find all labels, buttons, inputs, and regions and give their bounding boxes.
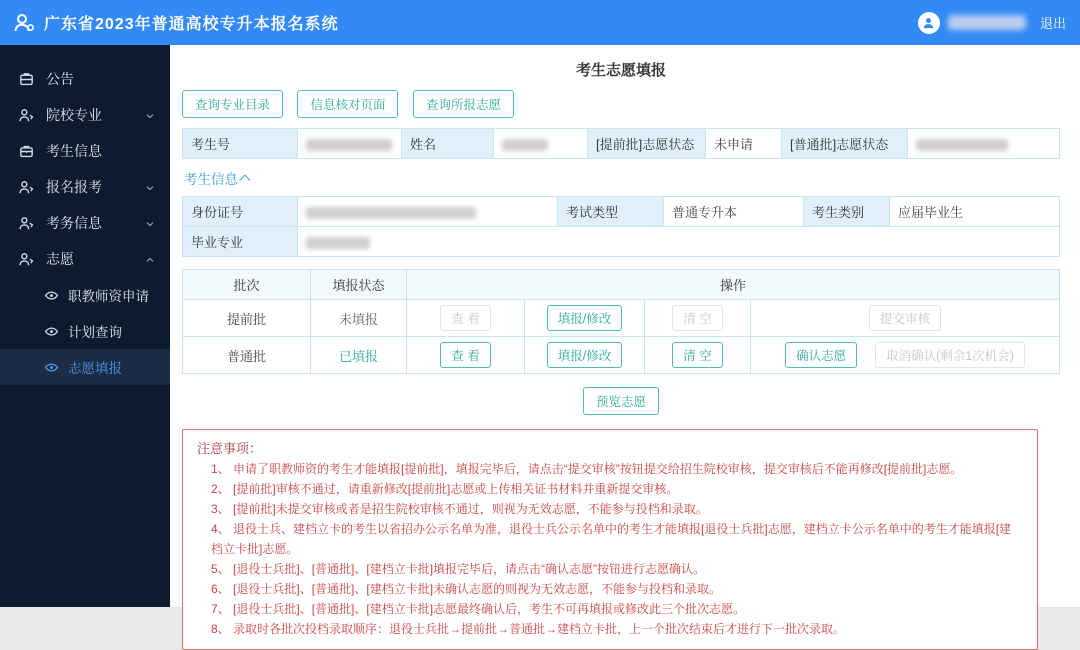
chevron-up-icon <box>144 253 156 265</box>
user-name-redacted <box>948 15 1026 30</box>
user-edit-icon <box>18 179 35 196</box>
batch-operations-table <box>182 269 1060 374</box>
table-row-advance-batch <box>183 300 1060 337</box>
clear-button-advance[interactable]: 清 空 <box>672 305 722 331</box>
view-button-advance[interactable]: 查 看 <box>440 305 490 331</box>
chevron-down-icon <box>144 109 156 121</box>
sidebar-item-label: 院校专业 <box>46 107 102 123</box>
view-button-general[interactable]: 查 看 <box>440 342 490 368</box>
candidate-category-label: 考生类别 <box>804 197 890 227</box>
query-major-catalog-button[interactable]: 查询专业目录 <box>182 90 283 118</box>
notice-item: [提前批]未提交审核或者是招生院校审核不通过，则视为无效志愿，不能参与投档和录取。 <box>233 502 708 516</box>
sidebar-item-wishes[interactable] <box>0 241 170 277</box>
notice-item: [提前批]审核不通过，请重新修改[提前批]志愿或上传相关证书材料并重新提交审核。 <box>233 482 679 496</box>
eye-icon <box>44 324 59 339</box>
main-content <box>170 45 1080 636</box>
graduate-major-value <box>298 227 1060 257</box>
top-bar <box>0 0 1080 45</box>
app-logo-icon <box>12 11 36 35</box>
fill-modify-button-general[interactable]: 填报/修改 <box>547 342 622 368</box>
status-column-header: 填报状态 <box>311 270 407 300</box>
sidebar-item-schools-majors[interactable] <box>0 97 170 133</box>
candidate-info-collapse-link[interactable] <box>184 168 251 188</box>
caret-up-icon <box>239 174 250 185</box>
id-number-label: 身份证号 <box>183 197 298 227</box>
advance-batch-status-value: 未申请 <box>706 129 782 159</box>
toolbar <box>182 90 1060 118</box>
sidebar-subitem-label: 计划查询 <box>68 325 122 340</box>
sidebar-item-announcements[interactable] <box>0 61 170 97</box>
candidate-summary-table <box>182 128 1060 159</box>
sidebar-item-label: 公告 <box>46 71 74 87</box>
sidebar-item-candidate-info[interactable] <box>0 133 170 169</box>
app-title: 广东省2023年普通高校专升本报名系统 <box>44 16 339 33</box>
confirm-wishes-button[interactable]: 确认志愿 <box>785 342 857 368</box>
user-avatar[interactable] <box>918 12 940 34</box>
info-check-page-button[interactable]: 信息核对页面 <box>297 90 398 118</box>
sidebar-item-label: 报名报考 <box>46 179 102 195</box>
notice-item: [退役士兵批]、[普通批]、[建档立卡批]填报完毕后，请点击“确认志愿”按钮进行志愿确认。 <box>233 562 706 576</box>
notice-title: 注意事项： <box>197 441 263 456</box>
candidate-no-value <box>298 129 402 159</box>
batch-name: 提前批 <box>183 300 311 337</box>
notice-item: [退役士兵批]、[普通批]、[建档立卡批]未确认志愿的则视为无效志愿，不能参与投档和录取。 <box>233 582 722 596</box>
sidebar-subitem-label: 志愿填报 <box>68 361 122 376</box>
status-badge: 未填报 <box>311 300 407 337</box>
candidate-info-section-label: 考生信息 <box>184 172 238 187</box>
user-edit-icon <box>18 107 35 124</box>
user-edit-icon <box>18 215 35 232</box>
notice-box <box>182 429 1038 650</box>
logout-button[interactable]: 退出 <box>1039 16 1066 31</box>
general-batch-status-label: [普通批]志愿状态 <box>782 129 908 159</box>
general-batch-status-value <box>908 129 1060 159</box>
batch-name: 普通批 <box>183 337 311 374</box>
eye-icon <box>44 360 59 375</box>
batch-column-header: 批次 <box>183 270 311 300</box>
table-row-general-batch <box>183 337 1060 374</box>
advance-batch-status-label: [提前批]志愿状态 <box>588 129 706 159</box>
user-edit-icon <box>18 251 35 268</box>
exam-type-label: 考试类型 <box>558 197 664 227</box>
candidate-no-label: 考生号 <box>183 129 298 159</box>
sidebar-item-registration[interactable] <box>0 169 170 205</box>
name-label: 姓名 <box>402 129 494 159</box>
chevron-down-icon <box>144 181 156 193</box>
sidebar-item-label: 考生信息 <box>46 143 102 159</box>
id-number-value <box>298 197 558 227</box>
query-submitted-wishes-button[interactable]: 查询所报志愿 <box>413 90 514 118</box>
notice-item: [退役士兵批]、[普通批]、[建档立卡批]志愿最终确认后，考生不可再填报或修改此三个批次志愿。 <box>233 602 746 616</box>
chevron-down-icon <box>144 217 156 229</box>
sidebar-item-label: 考务信息 <box>46 215 102 231</box>
notice-item: 录取时各批次投档录取顺序：退役士兵批→提前批→普通批→建档立卡批，上一个批次结束后才进行下一批次录取。 <box>233 622 846 636</box>
submit-review-button-advance[interactable]: 提交审核 <box>869 305 941 331</box>
sidebar-subitem-vocational-teacher-apply[interactable] <box>0 277 170 313</box>
eye-icon <box>44 288 59 303</box>
candidate-category-value: 应届毕业生 <box>890 197 1060 227</box>
cancel-confirm-button[interactable]: 取消确认(剩余1次机会) <box>875 342 1025 368</box>
sidebar-subitem-label: 职教师资申请 <box>68 289 149 304</box>
sidebar-subitem-wish-filling[interactable] <box>0 349 170 385</box>
candidate-info-table <box>182 196 1060 257</box>
briefcase-icon <box>18 143 35 160</box>
sidebar-subitem-plan-query[interactable] <box>0 313 170 349</box>
fill-modify-button-advance[interactable]: 填报/修改 <box>547 305 622 331</box>
clear-button-general[interactable]: 清 空 <box>672 342 722 368</box>
name-value <box>494 129 588 159</box>
sidebar-nav <box>0 45 170 607</box>
sidebar-item-exam-info[interactable] <box>0 205 170 241</box>
page-title: 考生志愿填报 <box>575 62 666 79</box>
notice-list <box>211 459 1023 639</box>
exam-type-value: 普通专升本 <box>664 197 804 227</box>
board-icon <box>18 71 35 88</box>
preview-row <box>182 387 1060 415</box>
notice-item: 退役士兵、建档立卡的考生以省招办公示名单为准，退役士兵公示名单中的考生才能填报[退役士兵批]志愿，建档立卡公示名单中的考生才能填报[建档立卡批]志愿。 <box>211 522 1012 556</box>
graduate-major-label: 毕业专业 <box>183 227 298 257</box>
notice-item: 申请了职教师资的考生才能填报[提前批]，填报完毕后，请点击“提交审核”按钮提交给招生院校审核，提交审核后不能再修改[提前批]志愿。 <box>233 462 963 476</box>
sidebar-item-label: 志愿 <box>46 251 74 267</box>
preview-wishes-button[interactable]: 预览志愿 <box>583 387 659 415</box>
status-badge: 已填报 <box>311 337 407 374</box>
operation-column-header: 操作 <box>407 270 1060 300</box>
